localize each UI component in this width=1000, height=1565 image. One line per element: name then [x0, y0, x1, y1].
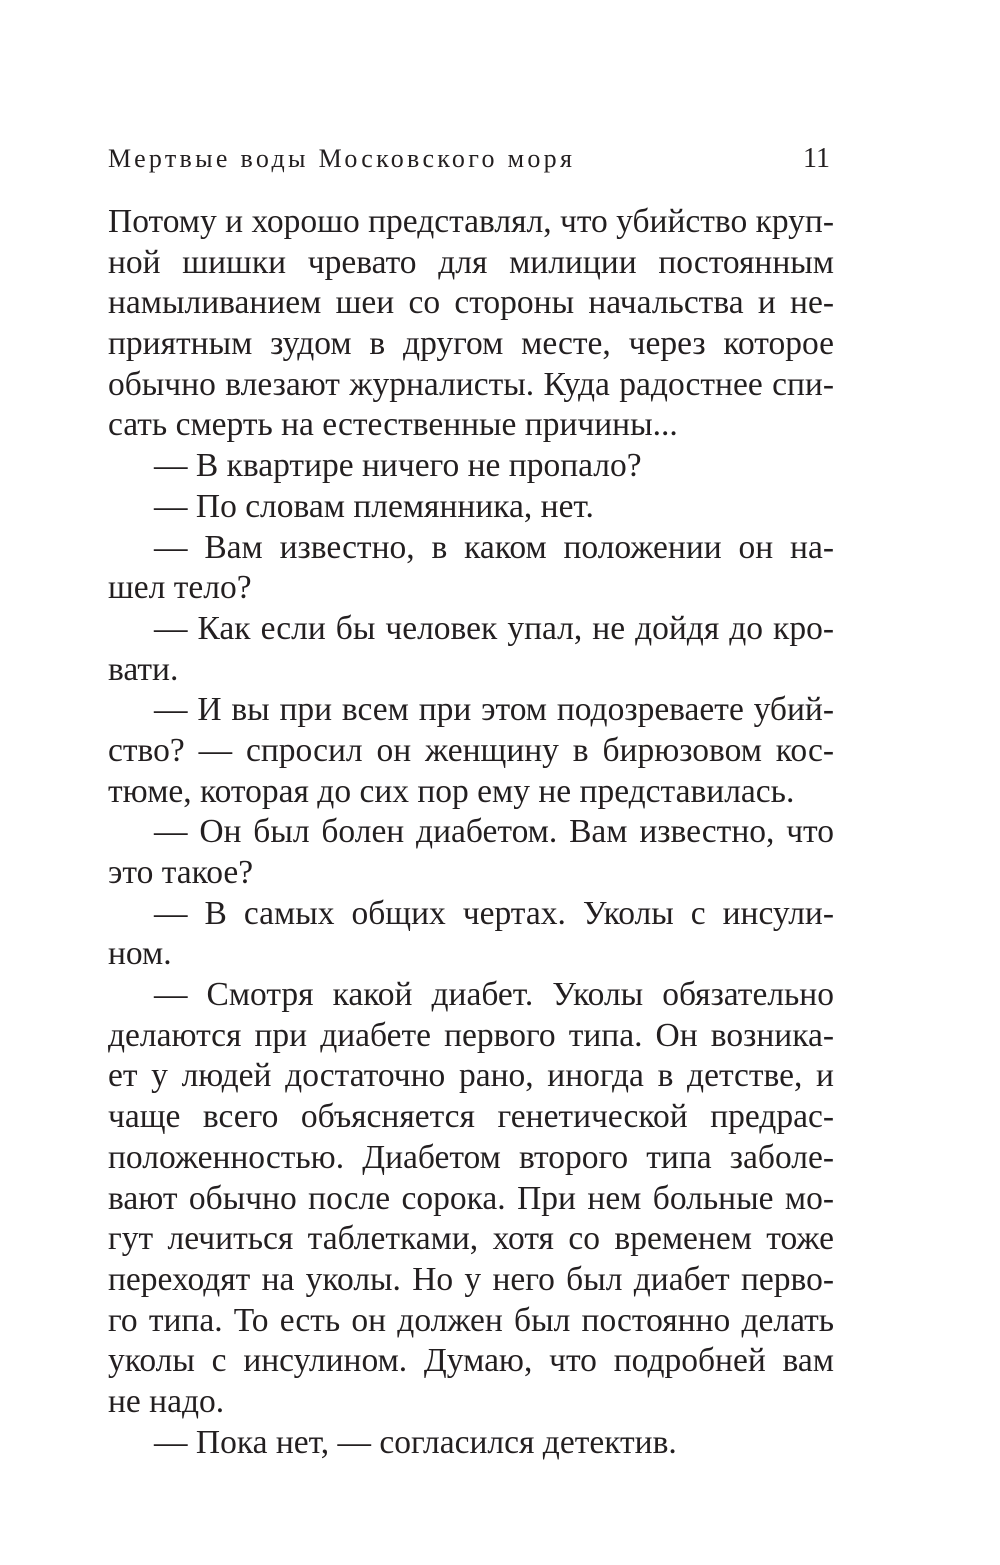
- text-line: гут лечиться таблетками, хотя со временем тоже: [108, 1220, 834, 1258]
- text-line: ет у людей достаточно рано, иногда в детстве, и: [108, 1057, 834, 1095]
- text-line: положенностью. Диабетом второго типа заболе-: [108, 1138, 834, 1176]
- text-line: уколы с инсулином. Думаю, что подробней вам: [108, 1342, 834, 1380]
- dialogue-line: — И вы при всем при этом подозреваете убий-: [154, 691, 834, 729]
- text-line: чаще всего объясняется генетической предрас-: [108, 1098, 834, 1136]
- text-line: намыливанием шеи со стороны начальства и не-: [108, 284, 834, 322]
- dialogue-line: — Как если бы человек упал, не дойдя до кро-: [154, 609, 834, 647]
- text-line: Потому и хорошо представлял, что убийство круп-: [108, 203, 835, 240]
- dialogue-line: — Смотря какой диабет. Уколы обязательно: [154, 976, 834, 1014]
- dialogue-line: — Вам известно, в каком положении он на-: [154, 528, 834, 566]
- text-line: ном.: [108, 935, 172, 973]
- text-line: шел тело?: [108, 569, 252, 607]
- running-title: Мертвые воды Московского моря: [108, 144, 576, 173]
- text-line: приятным зудом в другом месте, через которое: [108, 325, 834, 363]
- text-line: ной шишки чревато для милиции постоянным: [108, 243, 834, 281]
- text-line: ство? — спросил он женщину в бирюзовом кос-: [108, 731, 834, 769]
- dialogue-line: — В квартире ничего не пропало?: [154, 447, 642, 485]
- dialogue-line: — В самых общих чертах. Уколы с инсули-: [154, 894, 834, 932]
- dialogue-line: — Он был болен диабетом. Вам известно, что: [154, 813, 834, 851]
- text-line: обычно влезают журналисты. Куда радостнее спи-: [108, 365, 834, 403]
- text-line: не надо.: [108, 1382, 225, 1420]
- page-number: 11: [803, 143, 830, 174]
- text-line: это такое?: [108, 854, 254, 891]
- dialogue-line: — По словам племянника, нет.: [154, 487, 594, 525]
- dialogue-line: — Пока нет, — согласился детектив.: [154, 1423, 677, 1461]
- text-line: вают обычно после сорока. При нем больные мо-: [108, 1179, 834, 1217]
- text-line: вати.: [108, 650, 179, 688]
- text-line: го типа. То есть он должен был постоянно делать: [108, 1301, 834, 1339]
- text-line: сать смерть на естественные причины...: [108, 406, 678, 444]
- page-body-text: [108, 202, 834, 1463]
- text-line: делаются при диабете первого типа. Он возника-: [108, 1016, 834, 1054]
- text-line: переходят на уколы. Но у него был диабет перво-: [108, 1260, 834, 1298]
- text-line: тюме, которая до сих пор ему не представилась.: [108, 772, 795, 810]
